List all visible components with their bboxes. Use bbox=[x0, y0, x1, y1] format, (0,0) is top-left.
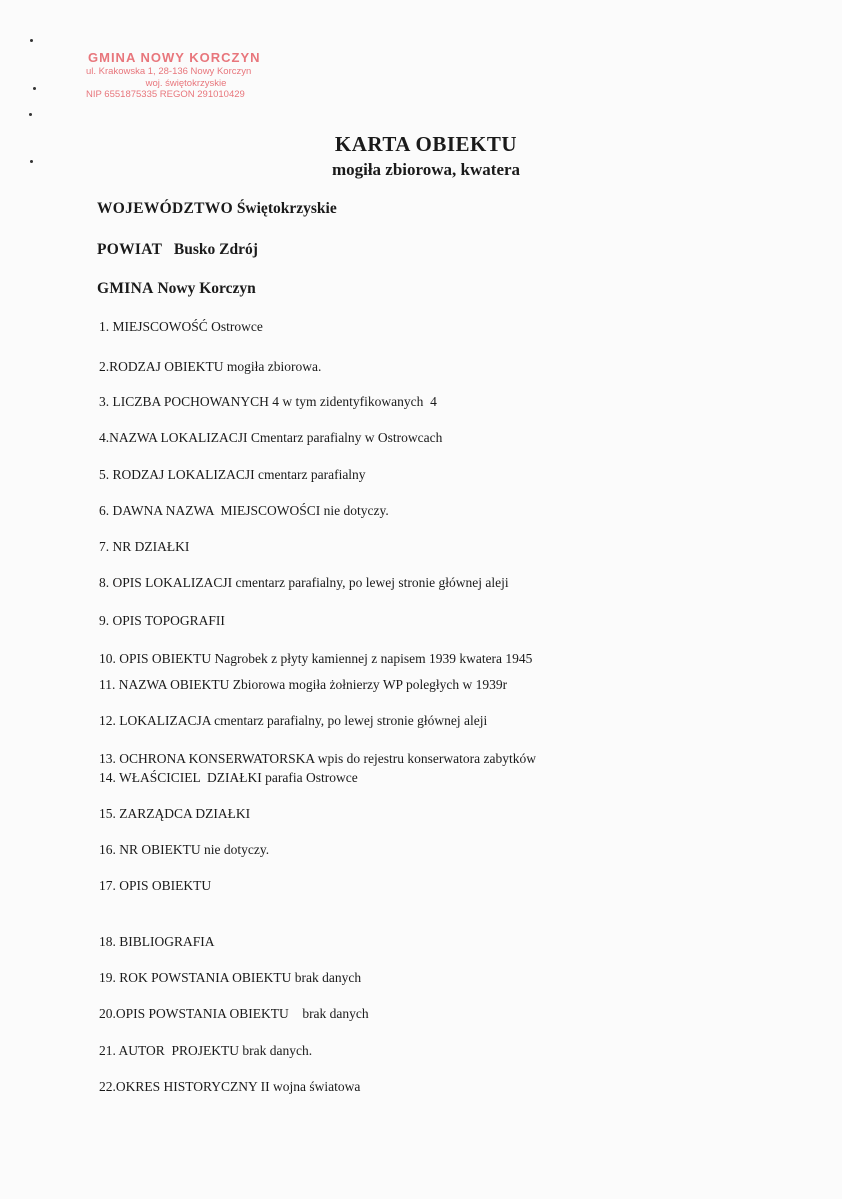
item-16 bbox=[99, 842, 269, 858]
header-powiat bbox=[97, 241, 258, 259]
item-value: parafia Ostrowce bbox=[265, 770, 358, 785]
item-label: 14. WŁAŚCICIEL DZIAŁKI bbox=[99, 770, 262, 785]
scan-speck bbox=[30, 39, 33, 42]
stamp-name: GMINA NOWY KORCZYN bbox=[88, 50, 261, 65]
item-10 bbox=[99, 651, 532, 667]
document-subtitle: mogiła zbiorowa, kwatera bbox=[331, 160, 521, 179]
item-13 bbox=[99, 751, 536, 767]
item-value: Nagrobek z płyty kamiennej z napisem 1939 kwatera 1945 bbox=[214, 651, 533, 666]
item-6 bbox=[99, 503, 389, 519]
item-label: 2.RODZAJ OBIEKTU bbox=[99, 359, 224, 374]
item-label: 3. LICZBA POCHOWANYCH bbox=[99, 394, 269, 409]
item-value: Zbiorowa mogiła żołnierzy WP poległych w 1939r bbox=[232, 677, 508, 692]
item-value: cmentarz parafialny bbox=[258, 467, 366, 482]
item-value: brak danych bbox=[302, 1006, 369, 1021]
header-gmina bbox=[97, 280, 256, 298]
item-label: 1. MIEJSCOWOŚĆ bbox=[99, 319, 208, 334]
municipal-stamp bbox=[86, 50, 286, 101]
item-value: brak danych. bbox=[242, 1043, 313, 1058]
item-value: 4 w tym zidentyfikowanych 4 bbox=[272, 394, 437, 409]
header-value: Świętokrzyskie bbox=[236, 200, 337, 217]
item-label: 9. OPIS TOPOGRAFII bbox=[99, 613, 225, 628]
item-4 bbox=[99, 430, 442, 446]
item-label: 21. AUTOR PROJEKTU bbox=[99, 1043, 240, 1058]
item-value: mogiła zbiorowa. bbox=[226, 359, 322, 374]
item-17 bbox=[99, 878, 211, 894]
item-label: 22.OKRES HISTORYCZNY bbox=[99, 1079, 258, 1094]
item-label: 12. LOKALIZACJA bbox=[99, 713, 211, 728]
item-label: 11. NAZWA OBIEKTU bbox=[99, 677, 230, 692]
header-label: WOJEWÓDZTWO bbox=[97, 200, 233, 217]
stamp-address: ul. Krakowska 1, 28-136 Nowy Korczyn bbox=[86, 66, 252, 77]
header-value: Busko Zdrój bbox=[173, 241, 258, 258]
item-value: cmentarz parafialny, po lewej stronie głównej aleji bbox=[214, 713, 488, 728]
header-wojewodztwo bbox=[97, 200, 337, 218]
item-value: brak danych bbox=[294, 970, 362, 985]
document-title-block bbox=[0, 132, 842, 181]
item-label: 10. OPIS OBIEKTU bbox=[99, 651, 212, 666]
item-label: 4.NAZWA LOKALIZACJI bbox=[99, 430, 248, 445]
item-label: 20.OPIS POWSTANIA OBIEKTU bbox=[99, 1006, 289, 1021]
item-label: 6. DAWNA NAZWA MIEJSCOWOŚCI bbox=[99, 503, 321, 518]
item-label: 7. NR DZIAŁKI bbox=[99, 539, 190, 554]
item-3 bbox=[99, 394, 437, 410]
item-15 bbox=[99, 806, 250, 822]
item-18 bbox=[99, 934, 215, 950]
item-20 bbox=[99, 1006, 369, 1022]
document-title: KARTA OBIEKTU bbox=[334, 132, 518, 156]
item-2 bbox=[99, 359, 321, 375]
item-label: 16. NR OBIEKTU bbox=[99, 842, 201, 857]
item-label: 13. OCHRONA KONSERWATORSKA bbox=[99, 751, 315, 766]
item-9 bbox=[99, 613, 225, 629]
item-label: 15. ZARZĄDCA DZIAŁKI bbox=[99, 806, 251, 821]
scan-speck bbox=[33, 87, 36, 90]
item-label: 19. ROK POWSTANIA OBIEKTU bbox=[99, 970, 292, 985]
item-11 bbox=[99, 677, 507, 693]
stamp-region: woj. świętokrzyskie bbox=[145, 77, 227, 89]
stamp-ids: NIP 6551875335 REGON 291010429 bbox=[86, 89, 245, 100]
item-22 bbox=[99, 1079, 360, 1095]
item-21 bbox=[99, 1043, 312, 1059]
item-label: 18. BIBLIOGRAFIA bbox=[99, 934, 215, 949]
item-5 bbox=[99, 467, 366, 483]
header-label: POWIAT bbox=[97, 241, 163, 258]
header-label: GMINA bbox=[97, 280, 154, 297]
header-value: Nowy Korczyn bbox=[157, 280, 256, 297]
item-value: nie dotyczy. bbox=[204, 842, 270, 857]
item-label: 5. RODZAJ LOKALIZACJI bbox=[99, 467, 255, 482]
item-value: wpis do rejestru konserwatora zabytków bbox=[317, 751, 536, 766]
item-label: 17. OPIS OBIEKTU bbox=[99, 878, 212, 893]
item-14 bbox=[99, 770, 358, 786]
item-7 bbox=[99, 539, 189, 555]
item-19 bbox=[99, 970, 361, 986]
item-8 bbox=[99, 575, 509, 591]
item-value: Cmentarz parafialny w Ostrowcach bbox=[250, 430, 443, 445]
item-value: nie dotyczy. bbox=[323, 503, 389, 518]
item-1 bbox=[99, 319, 263, 335]
item-value: Ostrowce bbox=[211, 319, 263, 334]
item-value: cmentarz parafialny, po lewej stronie głównej aleji bbox=[235, 575, 509, 590]
item-label: 8. OPIS LOKALIZACJI bbox=[99, 575, 233, 590]
scan-speck bbox=[29, 113, 32, 116]
item-12 bbox=[99, 713, 487, 729]
item-value: II wojna światowa bbox=[260, 1079, 361, 1094]
